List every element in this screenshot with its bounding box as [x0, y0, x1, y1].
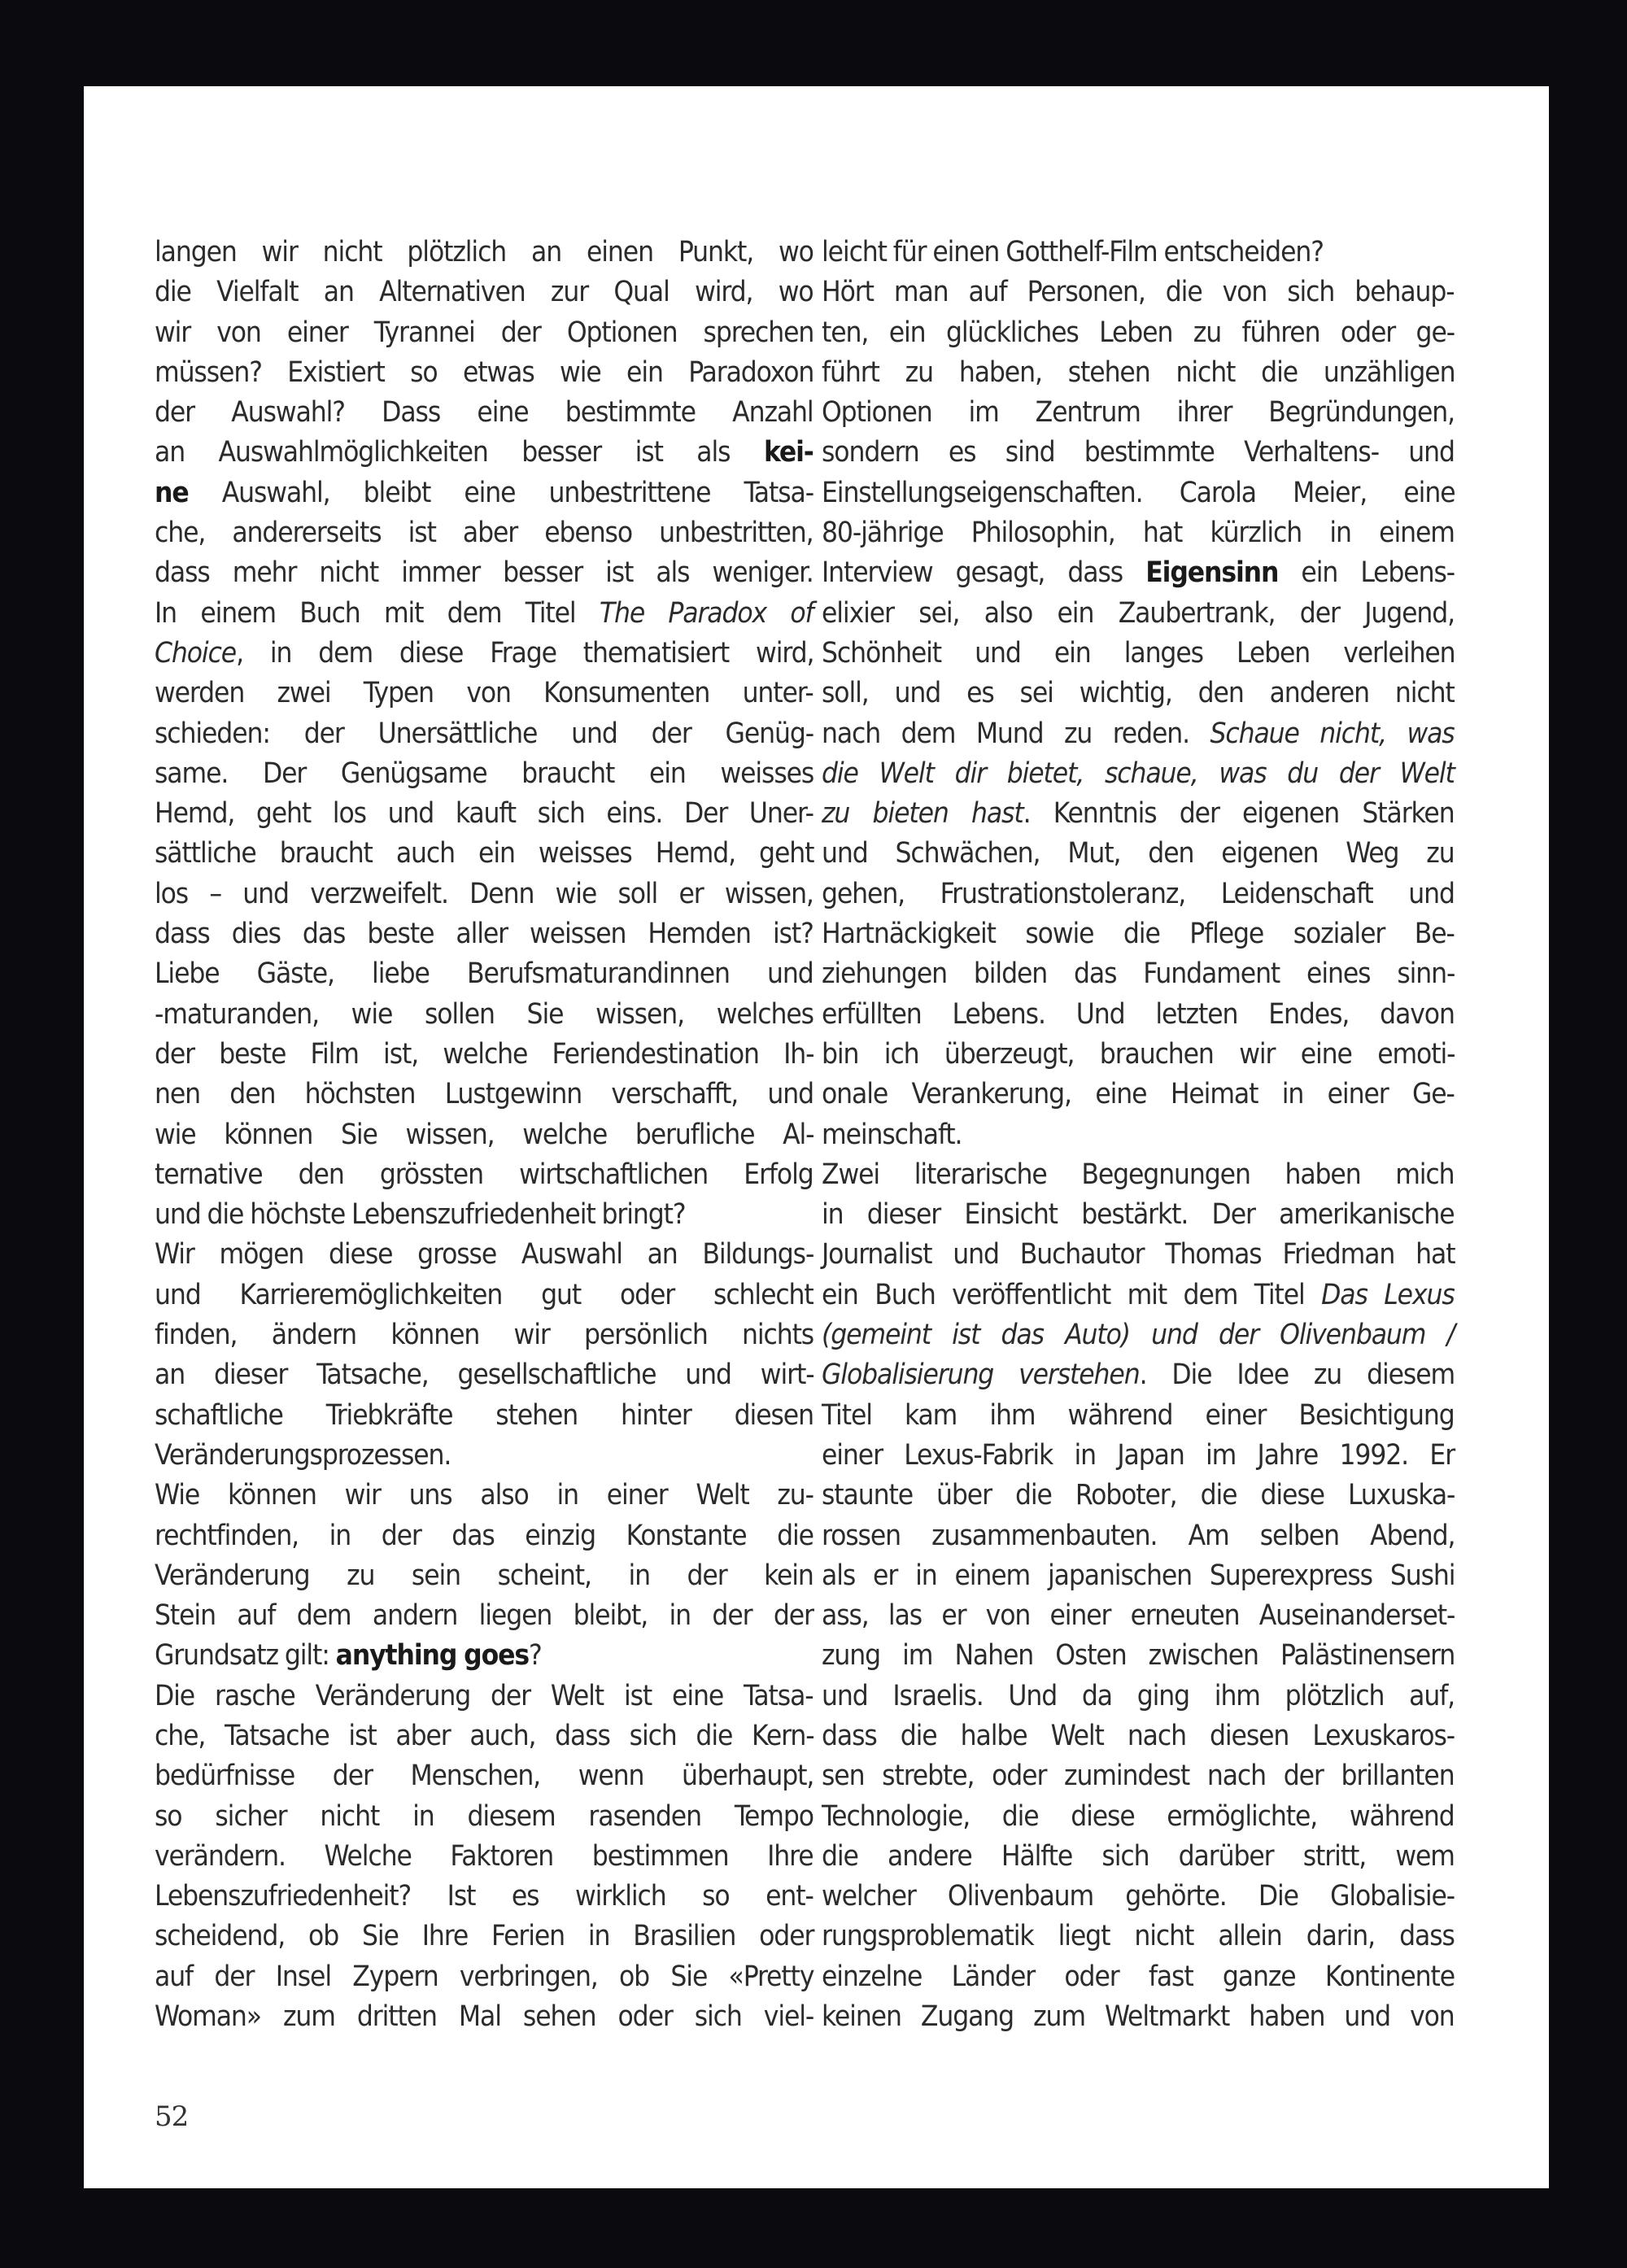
text-line — [155, 1917, 814, 1956]
text-line — [155, 1516, 814, 1556]
text-segment: langen wir nicht plötzlich an einen Punkt, wo — [155, 236, 814, 268]
text-segment: soll, und es sei wichtig, den anderen nicht — [822, 677, 1455, 710]
text-line — [155, 794, 814, 834]
text-segment: in dieser Einsicht bestärkt. Der amerikanische — [822, 1198, 1455, 1232]
text-line — [155, 353, 814, 393]
text-line — [822, 1957, 1455, 1997]
text-segment: finden, ändern können wir persönlich nichts — [155, 1319, 814, 1352]
text-segment: dass die halbe Welt nach diesen Lexuskaros- — [822, 1719, 1455, 1752]
text-segment: Einstellungseigenschaften. Carola Meier, eine — [822, 476, 1455, 509]
text-segment: welcher Olivenbaum gehörte. Die Globalisie- — [822, 1880, 1455, 1913]
text-line — [155, 714, 814, 754]
text-line — [822, 1396, 1455, 1436]
text-line — [822, 513, 1455, 553]
text-line — [155, 433, 814, 473]
text-line — [155, 273, 814, 312]
text-segment: Stein auf dem andern liegen bleibt, in der der — [155, 1599, 814, 1633]
text-segment: und Karrieremöglichkeiten gut oder schlecht — [155, 1278, 814, 1311]
bold-text: anything goes — [335, 1639, 530, 1673]
text-segment: Interview gesagt, dass — [822, 556, 1146, 590]
text-line — [155, 393, 814, 433]
text-line — [822, 553, 1455, 593]
text-segment: ten, ein glückliches Leben zu führen oder ge- — [822, 316, 1455, 349]
text-line — [155, 1075, 814, 1114]
italic-text: Schaue nicht, was — [1210, 717, 1455, 750]
text-line — [155, 313, 814, 353]
bold-text: kei- — [763, 436, 814, 469]
text-line — [822, 1917, 1455, 1956]
text-line — [155, 1235, 814, 1275]
text-segment: , in dem diese Frage thematisiert wird, — [236, 636, 814, 669]
text-line — [155, 1596, 814, 1636]
text-segment: erfüllten Lebens. Und letzten Endes, davon — [822, 997, 1455, 1031]
text-segment: Technologie, die diese ermöglichte, während — [822, 1799, 1455, 1833]
text-segment: ein Lebens- — [1278, 556, 1455, 590]
text-segment: bin ich überzeugt, brauchen wir eine emoti- — [822, 1037, 1455, 1071]
text-line — [822, 1596, 1455, 1636]
text-segment: Auswahl, bleibt eine unbestrittene Tatsa- — [188, 476, 814, 509]
text-line — [822, 874, 1455, 914]
text-line — [822, 995, 1455, 1035]
text-line — [822, 473, 1455, 513]
text-segment: . Die Idee zu diesem — [1139, 1359, 1455, 1392]
text-segment: die Vielfalt an Alternativen zur Qual wird, wo — [155, 276, 814, 309]
text-line — [155, 1476, 814, 1516]
text-line — [155, 1115, 814, 1155]
text-segment: ? — [529, 1639, 542, 1673]
text-line — [822, 1636, 1455, 1676]
text-segment: . Kenntnis der eigenen Stärken — [1023, 797, 1455, 831]
text-line — [155, 834, 814, 874]
text-line — [155, 914, 814, 954]
text-segment: Veränderungsprozessen. — [155, 1438, 451, 1472]
text-line — [822, 1075, 1455, 1114]
text-line — [822, 834, 1455, 874]
text-line — [155, 1155, 814, 1195]
text-segment: einer Lexus-Fabrik in Japan im Jahre 1992. Er — [822, 1438, 1455, 1472]
text-segment: Hört man auf Personen, die von sich behaup- — [822, 276, 1455, 309]
text-line — [822, 1556, 1455, 1596]
text-segment: -maturanden, wie sollen Sie wissen, welches — [155, 997, 814, 1031]
text-segment: so sicher nicht in diesem rasenden Tempo — [155, 1799, 814, 1833]
text-line — [822, 1035, 1455, 1075]
text-line — [155, 634, 814, 674]
text-line — [822, 1355, 1455, 1395]
text-line — [155, 1436, 814, 1476]
text-line — [155, 1797, 814, 1837]
text-line — [155, 473, 814, 513]
text-line — [822, 594, 1455, 634]
text-segment: sättliche braucht auch ein weisses Hemd, geht — [155, 837, 814, 870]
text-segment: Titel kam ihm während einer Besichtigung — [822, 1398, 1455, 1432]
text-line — [155, 1677, 814, 1716]
text-segment: der beste Film ist, welche Feriendestination Ih- — [155, 1037, 814, 1071]
text-line — [155, 995, 814, 1035]
text-line — [155, 754, 814, 794]
text-segment: Veränderung zu sein scheint, in der kein — [155, 1559, 814, 1592]
text-line — [155, 1276, 814, 1315]
text-line — [155, 1636, 814, 1676]
text-segment: müssen? Existiert so etwas wie ein Paradoxon — [155, 355, 814, 389]
text-line — [822, 914, 1455, 954]
italic-text: The Paradox of — [599, 596, 814, 630]
text-segment: 80-jährige Philosophin, hat kürzlich in einem — [822, 517, 1455, 550]
text-line — [822, 1516, 1455, 1556]
text-line — [822, 634, 1455, 674]
text-segment: keinen Zugang zum Weltmarkt haben und von — [822, 2000, 1455, 2034]
text-line — [822, 1155, 1455, 1195]
italic-text: die Welt dir bietet, schaue, was du der Welt — [822, 757, 1455, 790]
text-segment: same. Der Genügsame braucht ein weisses — [155, 757, 814, 790]
text-line — [822, 1997, 1455, 2037]
text-segment: verändern. Welche Faktoren bestimmen Ihre — [155, 1839, 814, 1873]
text-segment: ein Buch veröffentlicht mit dem Titel — [822, 1278, 1322, 1311]
text-segment: ass, las er von einer erneuten Auseinanderset- — [822, 1599, 1455, 1633]
italic-text: Globalisierung verstehen — [822, 1359, 1140, 1392]
text-segment: zung im Nahen Osten zwischen Palästinensern — [822, 1639, 1455, 1673]
text-line — [155, 954, 814, 994]
text-line — [155, 1035, 814, 1075]
text-line — [155, 233, 814, 273]
text-line — [155, 1837, 814, 1877]
text-segment: che, Tatsache ist aber auch, dass sich die Kern- — [155, 1719, 814, 1752]
text-segment: Hartnäckigkeit sowie die Pflege sozialer Be- — [822, 918, 1455, 951]
text-line — [822, 1716, 1455, 1756]
text-segment: schieden: der Unersättliche und der Genüg- — [155, 717, 814, 750]
text-segment: führt zu haben, stehen nicht die unzähligen — [822, 355, 1455, 389]
text-line — [822, 794, 1455, 834]
text-line — [822, 1115, 1455, 1155]
text-segment: Journalist und Buchautor Thomas Friedman hat — [822, 1238, 1455, 1271]
text-line — [822, 954, 1455, 994]
text-line — [155, 1877, 814, 1917]
text-segment: Liebe Gäste, liebe Berufsmaturandinnen und — [155, 957, 814, 991]
text-segment: einzelne Länder oder fast ganze Kontinente — [822, 1960, 1455, 1993]
text-segment: Wir mögen diese grosse Auswahl an Bildungs- — [155, 1238, 814, 1271]
text-segment: und die höchste Lebenszufriedenheit bringt? — [155, 1198, 686, 1232]
text-segment: In einem Buch mit dem Titel — [155, 596, 600, 630]
text-segment: an dieser Tatsache, gesellschaftliche und wirt- — [155, 1359, 814, 1392]
text-line — [822, 1276, 1455, 1315]
text-line — [155, 1957, 814, 1997]
text-segment: ternative den grössten wirtschaftlichen Erfolg — [155, 1158, 814, 1191]
italic-text: (gemeint ist das Auto) und der Olivenbaum / — [822, 1319, 1455, 1352]
text-segment: Die rasche Veränderung der Welt ist eine Tatsa- — [155, 1679, 814, 1712]
text-line — [822, 714, 1455, 754]
text-segment: Wie können wir uns also in einer Welt zu- — [155, 1479, 814, 1512]
text-line — [822, 353, 1455, 393]
text-segment: gehen, Frustrationstoleranz, Leidenschaft und — [822, 877, 1455, 910]
page-number: 52 — [155, 2100, 189, 2133]
text-segment: sondern es sind bestimmte Verhaltens- und — [822, 436, 1455, 469]
text-line — [822, 1756, 1455, 1796]
text-segment: Grundsatz gilt: — [155, 1639, 336, 1673]
bold-text: ne — [155, 476, 189, 509]
text-line — [822, 1235, 1455, 1275]
text-segment: an Auswahlmöglichkeiten besser ist als — [155, 436, 764, 469]
text-segment: dass mehr nicht immer besser ist als weniger. — [155, 556, 814, 590]
text-segment: Optionen im Zentrum ihrer Begründungen, — [822, 396, 1455, 430]
text-line — [822, 233, 1455, 273]
text-segment: bedürfnisse der Menschen, wenn überhaupt, — [155, 1760, 814, 1793]
text-segment: wir von einer Tyrannei der Optionen sprechen — [155, 316, 814, 349]
text-segment: ziehungen bilden das Fundament eines sinn- — [822, 957, 1455, 991]
text-line — [155, 594, 814, 634]
text-segment: nach dem Mund zu reden. — [822, 717, 1210, 750]
text-line — [155, 513, 814, 553]
text-segment: auf der Insel Zypern verbringen, ob Sie «Pretty — [155, 1960, 814, 1993]
text-segment: und Schwächen, Mut, den eigenen Weg zu — [822, 837, 1455, 870]
text-segment: schaftliche Triebkräfte stehen hinter diesen — [155, 1398, 814, 1432]
text-line — [822, 1436, 1455, 1476]
text-segment: rungsproblematik liegt nicht allein darin, dass — [822, 1920, 1455, 1953]
left-text-column — [155, 233, 814, 2037]
italic-text: zu bieten hast — [822, 797, 1023, 831]
text-segment: der Auswahl? Dass eine bestimmte Anzahl — [155, 396, 814, 430]
text-segment: sen strebte, oder zumindest nach der brillanten — [822, 1760, 1455, 1793]
text-line — [155, 874, 814, 914]
text-line — [822, 1837, 1455, 1877]
text-segment: werden zwei Typen von Konsumenten unter- — [155, 677, 814, 710]
text-line — [155, 553, 814, 593]
text-segment: und Israelis. Und da ging ihm plötzlich auf, — [822, 1679, 1455, 1712]
text-line — [155, 1756, 814, 1796]
text-line — [822, 674, 1455, 713]
text-line — [155, 1315, 814, 1355]
text-segment: leicht für einen Gotthelf-Film entscheiden? — [822, 236, 1324, 268]
text-segment: che, andererseits ist aber ebenso unbestritten, — [155, 517, 814, 550]
bold-text: Eigensinn — [1145, 556, 1279, 590]
text-segment: Zwei literarische Begegnungen haben mich — [822, 1158, 1455, 1191]
text-line — [155, 1355, 814, 1395]
text-segment: Lebenszufriedenheit? Ist es wirklich so ent- — [155, 1880, 814, 1913]
text-segment: los – und verzweifelt. Denn wie soll er wissen, — [155, 877, 814, 910]
text-segment: die andere Hälfte sich darüber stritt, wem — [822, 1839, 1455, 1873]
text-segment: onale Verankerung, eine Heimat in einer Ge- — [822, 1078, 1455, 1111]
text-segment: Schönheit und ein langes Leben verleihen — [822, 636, 1455, 669]
text-line — [155, 1556, 814, 1596]
text-line — [822, 1476, 1455, 1516]
text-segment: rechtfinden, in der das einzig Konstante die — [155, 1519, 814, 1552]
text-segment: dass dies das beste aller weissen Hemden ist? — [155, 918, 814, 951]
text-line — [822, 1877, 1455, 1917]
text-line — [822, 1797, 1455, 1837]
text-line — [155, 1716, 814, 1756]
text-line — [822, 1677, 1455, 1716]
italic-text: Choice — [155, 636, 237, 669]
text-line — [822, 433, 1455, 473]
text-segment: staunte über die Roboter, die diese Luxuska- — [822, 1479, 1455, 1512]
text-line — [822, 393, 1455, 433]
text-segment: scheidend, ob Sie Ihre Ferien in Brasilien oder — [155, 1920, 814, 1953]
text-segment: rossen zusammenbauten. Am selben Abend, — [822, 1519, 1455, 1552]
text-segment: meinschaft. — [822, 1118, 962, 1151]
text-line — [822, 754, 1455, 794]
text-segment: Hemd, geht los und kauft sich eins. Der Uner- — [155, 797, 814, 831]
text-line — [155, 1195, 814, 1235]
text-segment: wie können Sie wissen, welche berufliche Al- — [155, 1118, 814, 1151]
text-line — [822, 1195, 1455, 1235]
text-line — [155, 1997, 814, 2037]
text-line — [155, 1396, 814, 1436]
text-line — [822, 1315, 1455, 1355]
text-line — [822, 313, 1455, 353]
text-line — [822, 273, 1455, 312]
right-text-column — [822, 233, 1455, 2037]
text-segment: als er in einem japanischen Superexpress Sushi — [822, 1559, 1455, 1592]
text-segment: nen den höchsten Lustgewinn verschafft, und — [155, 1078, 814, 1111]
text-line — [155, 674, 814, 713]
text-segment: elixier sei, also ein Zaubertrank, der Jugend, — [822, 596, 1455, 630]
italic-text: Das Lexus — [1321, 1278, 1455, 1311]
text-segment: Woman» zum dritten Mal sehen oder sich viel- — [155, 2000, 814, 2034]
